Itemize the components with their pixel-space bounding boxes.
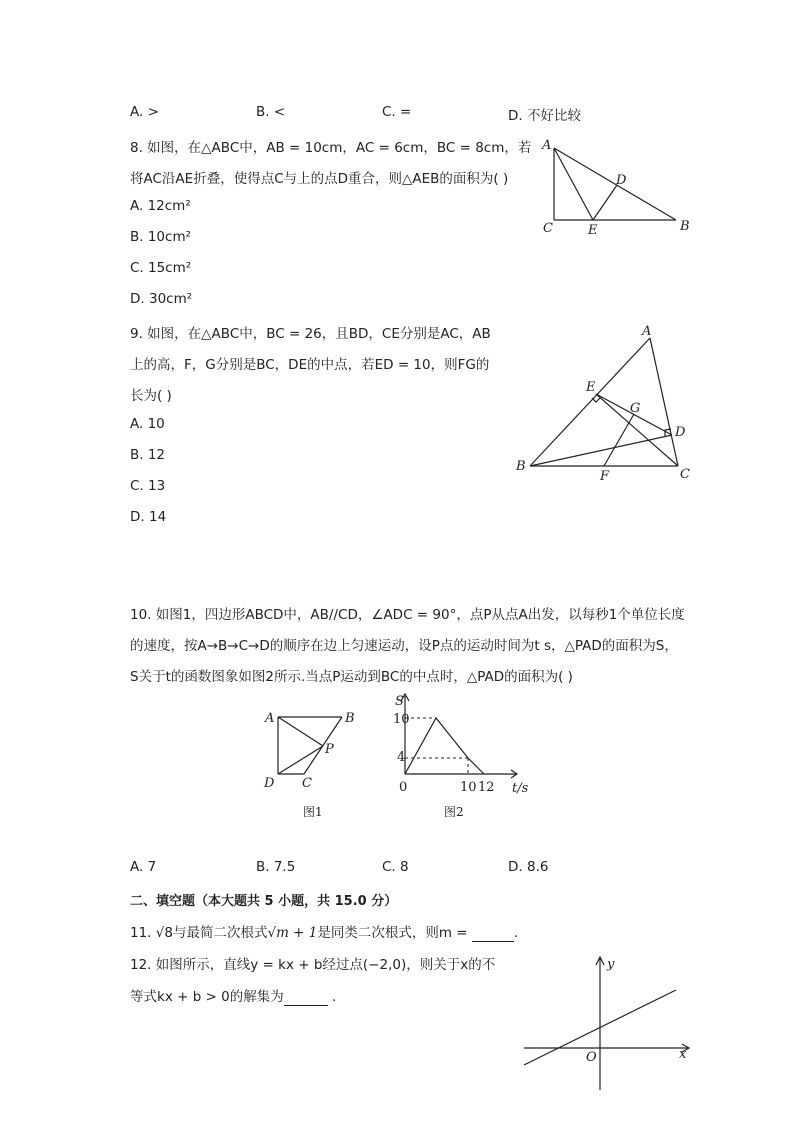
- q11-text-mid: 与最简二次根式: [172, 925, 268, 941]
- q9-option-c[interactable]: C. 13: [130, 478, 166, 494]
- q12-text-line1: 12. 如图所示，直线y = kx + b经过点(−2,0)，则关于x的不: [130, 957, 496, 973]
- q12-axis-x: x: [679, 1047, 687, 1062]
- q10-caption-fig2: 图2: [444, 805, 464, 819]
- q9-label-d: D: [675, 425, 686, 440]
- q10-text-line1: 10. 如图1，四边形ABCD中，AB//CD，∠ADC = 90°，点P从点A出发，以每秒1个单位长度: [130, 607, 685, 623]
- q7-option-a[interactable]: A. >: [130, 104, 159, 120]
- q8-label-e: E: [588, 223, 598, 238]
- q9-text-line2: 上的高，F，G分别是BC，DE的中点，若ED = 10，则FG的: [130, 357, 490, 373]
- q10-fig1-label-b: B: [345, 711, 355, 726]
- q9-text-line3: 长为( ): [130, 388, 172, 404]
- q10-fig1-label-a: A: [265, 711, 275, 726]
- q12-axis-y: y: [607, 957, 615, 972]
- q12-answer-blank[interactable]: [284, 989, 328, 1006]
- q12-text-line2-main: 等式kx + b > 0的解集为: [130, 989, 284, 1005]
- q12-coordinate-figure: [518, 952, 698, 1094]
- q8-option-b[interactable]: B. 10cm²: [130, 229, 192, 245]
- q9-option-d[interactable]: D. 14: [130, 509, 167, 525]
- q9-text-line1: 9. 如图，在△ABC中，BC = 26，且BD，CE分别是AC，AB: [130, 326, 491, 342]
- q10-option-c[interactable]: C. 8: [382, 859, 409, 875]
- q11-text-post: 是同类二次根式，则m =: [317, 925, 472, 941]
- q8-label-d: D: [616, 173, 627, 188]
- section-heading-fill-in: 二、填空题（本大题共 5 小题，共 15.0 分）: [130, 894, 398, 909]
- q11-text: [130, 921, 518, 942]
- q8-label-c: C: [543, 221, 553, 236]
- q11-radical-8: √8: [155, 925, 173, 941]
- q10-fig1-label-c: C: [302, 776, 312, 791]
- q9-label-a: A: [642, 324, 652, 339]
- q9-triangle-figure: [508, 318, 708, 488]
- q9-label-c: C: [680, 467, 690, 482]
- q9-label-b: B: [516, 459, 526, 474]
- q10-fig2-tick-10: 10: [393, 712, 410, 727]
- q12-origin: O: [586, 1050, 597, 1065]
- q10-figure2-graph: [390, 688, 540, 800]
- q10-figure1-quadrilateral: [258, 706, 368, 796]
- q10-option-d[interactable]: D. 8.6: [508, 859, 549, 875]
- q12-period: .: [327, 989, 337, 1005]
- q7-option-c[interactable]: C. =: [382, 104, 412, 120]
- q11-radical-m1: √m + 1: [267, 925, 318, 941]
- q7-option-b[interactable]: B. <: [256, 104, 286, 120]
- q7-option-d[interactable]: D. 不好比较: [508, 108, 581, 124]
- q8-text-line1: 8. 如图，在△ABC中，AB = 10cm，AC = 6cm，BC = 8cm，若: [130, 140, 532, 156]
- q9-label-f: F: [600, 469, 610, 484]
- q10-fig2-origin: 0: [399, 780, 408, 795]
- q9-option-a[interactable]: A. 10: [130, 416, 165, 432]
- q9-label-e: E: [586, 380, 596, 395]
- q10-option-b[interactable]: B. 7.5: [256, 859, 296, 875]
- q10-fig2-axis-t: t/s: [512, 781, 529, 796]
- q10-fig2-tick-4: 4: [397, 750, 406, 765]
- q8-option-c[interactable]: C. 15cm²: [130, 260, 192, 276]
- q8-label-a: A: [542, 138, 552, 153]
- q11-answer-blank[interactable]: [472, 925, 514, 942]
- q10-text-line2: 的速度，按A→B→C→D的顺序在边上匀速运动，设P点的运动时间为t s，△PAD的面积为S，: [130, 638, 678, 654]
- q8-text-line2: 将AC沿AE折叠，使得点C与上的点D重合，则△AEB的面积为( ): [130, 171, 509, 187]
- q10-fig2-xtick-10: 10: [460, 780, 477, 795]
- q12-text-line2: [130, 985, 336, 1006]
- q9-option-b[interactable]: B. 12: [130, 447, 166, 463]
- q10-fig2-axis-s: S: [395, 694, 404, 709]
- q10-text-line3: S关于t的函数图象如图2所示.当点P运动到BC的中点时，△PAD的面积为( ): [130, 669, 573, 685]
- q10-fig2-xtick-12: 12: [478, 780, 495, 795]
- q10-caption-fig1: 图1: [303, 805, 323, 819]
- q11-period: .: [513, 925, 519, 941]
- q9-label-g: G: [630, 401, 641, 416]
- q8-label-b: B: [680, 219, 690, 234]
- q10-option-a[interactable]: A. 7: [130, 859, 157, 875]
- q10-fig1-label-d: D: [264, 776, 275, 791]
- q8-triangle-figure: [530, 134, 700, 239]
- q11-prefix: 11.: [130, 925, 156, 941]
- q8-option-d[interactable]: D. 30cm²: [130, 291, 193, 307]
- q8-option-a[interactable]: A. 12cm²: [130, 198, 191, 214]
- q10-fig1-label-p: P: [325, 742, 334, 757]
